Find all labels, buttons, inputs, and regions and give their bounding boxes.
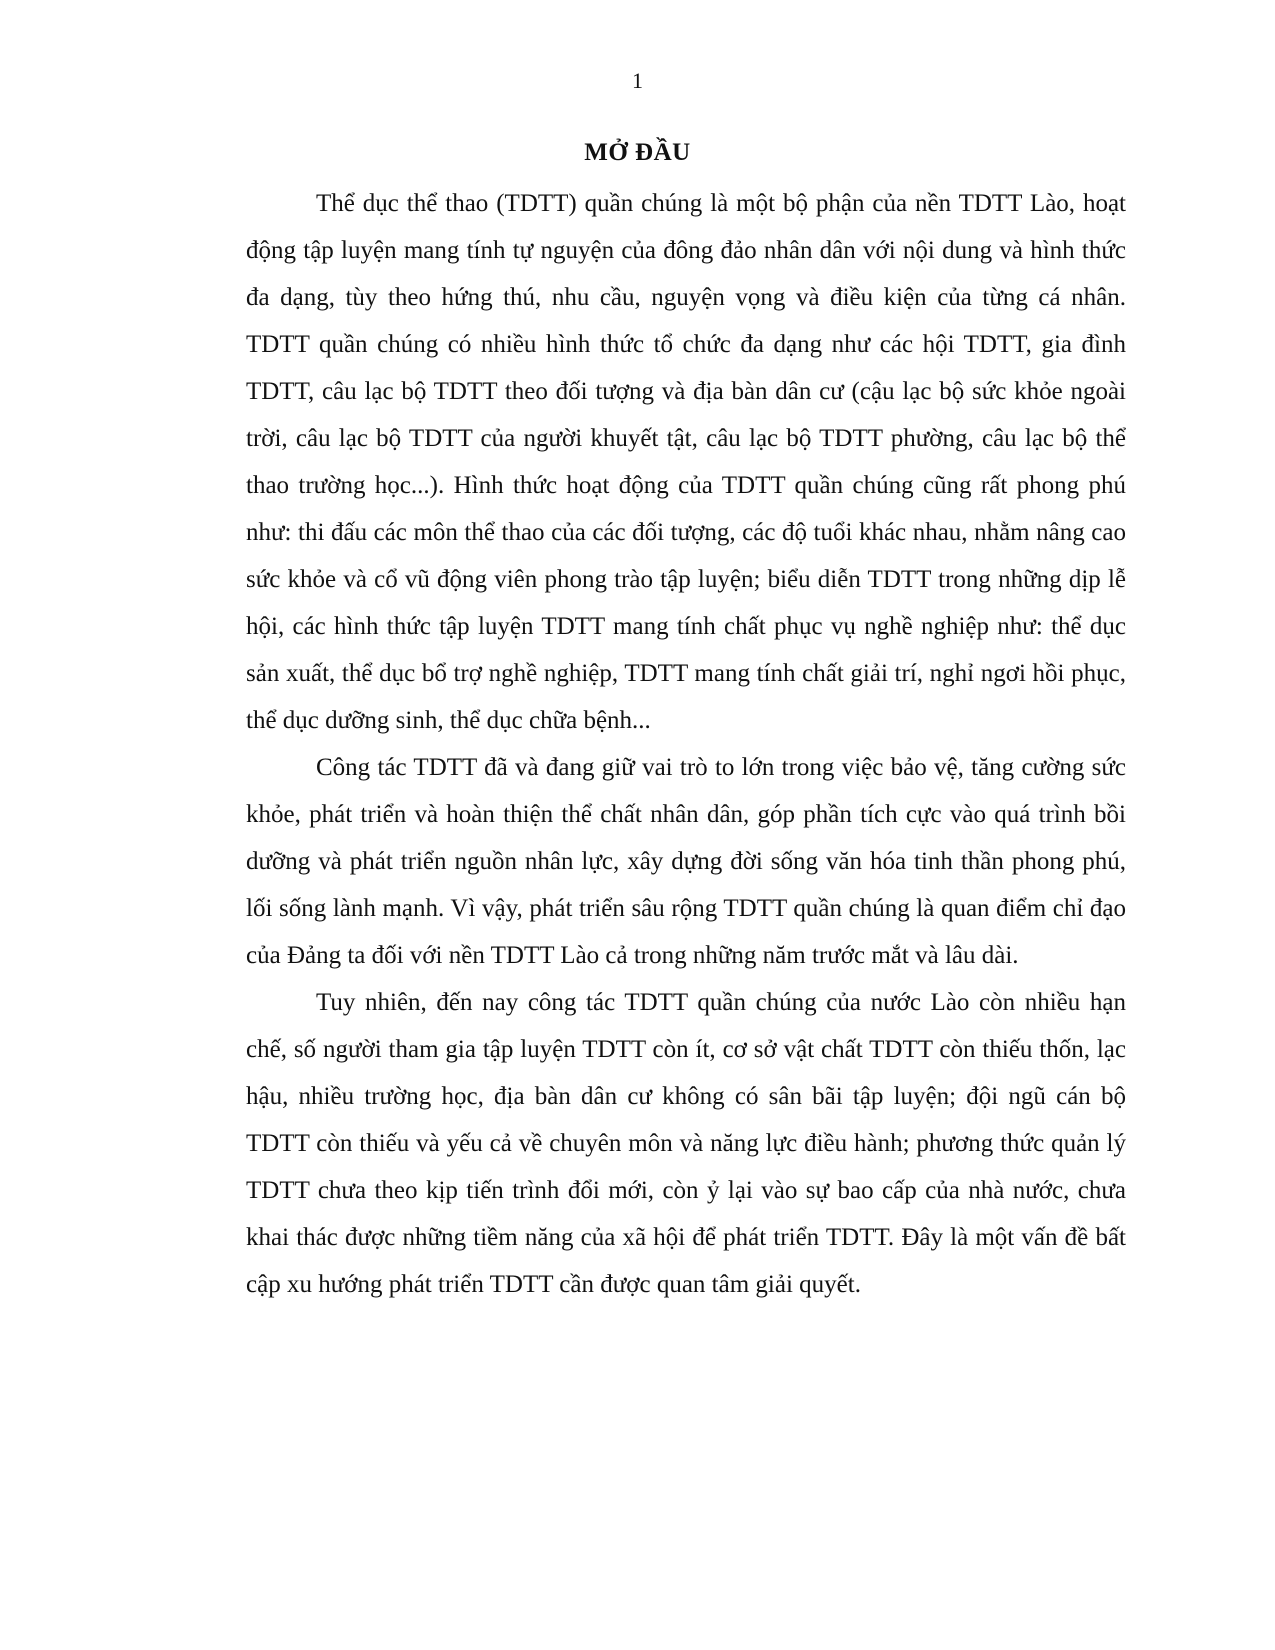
paragraph-1: Thể dục thể thao (TDTT) quần chúng là một bộ phận của nền TDTT Lào, hoạt động tập luyện mang tính tự nguyện của đông đảo nhân dân với nội dung và hình thức đa dạng, tùy theo hứng thú, nhu cầu, nguyện vọng và điều kiện của từng cá nhân. TDTT quần chúng có nhiều hình thức tổ chức đa dạng như các hội TDTT, gia đình TDTT, câu lạc bộ TDTT theo đối tượng và địa bàn dân cư (cậu lạc bộ sức khỏe ngoài trời, câu lạc bộ TDTT của người khuyết tật, câu lạc bộ TDTT phường, câu lạc bộ thể thao trường học...). Hình thức hoạt động của TDTT quần chúng cũng rất phong phú như: thi đấu các môn thể thao của các đối tượng, các độ tuổi khác nhau, nhằm nâng cao sức khỏe và cổ vũ động viên phong trào tập luyện; biểu diễn TDTT trong những dịp lễ hội, các hình thức tập luyện TDTT mang tính chất phục vụ nghề nghiệp như: thể dục sản xuất, thể dục bổ trợ nghề nghiệp, TDTT mang tính chất giải trí, nghỉ ngơi hồi phục, thể dục dưỡng sinh, thể dục chữa bệnh... bbox=[246, 190, 1126, 734]
paragraph-2: Công tác TDTT đã và đang giữ vai trò to lớn trong việc bảo vệ, tăng cường sức khỏe, phát triển và hoàn thiện thể chất nhân dân, góp phần tích cực vào quá trình bồi dưỡng và phát triển nguồn nhân lực, xây dựng đời sống văn hóa tinh thần phong phú, lối sống lành mạnh. Vì vậy, phát triển sâu rộng TDTT quần chúng là quan điểm chỉ đạo của Đảng ta đối với nền TDTT Lào cả trong những năm trước mắt và lâu dài. bbox=[246, 754, 1126, 969]
paragraph-3: Tuy nhiên, đến nay công tác TDTT quần chúng của nước Lào còn nhiều hạn chế, số người tham gia tập luyện TDTT còn ít, cơ sở vật chất TDTT còn thiếu thốn, lạc hậu, nhiều trường học, địa bàn dân cư không có sân bãi tập luyện; đội ngũ cán bộ TDTT còn thiếu và yếu cả về chuyên môn và năng lực điều hành; phương thức quản lý TDTT chưa theo kịp tiến trình đổi mới, còn ỷ lại vào sự bao cấp của nhà nước, chưa khai thác được những tiềm năng của xã hội để phát triển TDTT. Đây là một vấn đề bất cập xu hướng phát triển TDTT cần được quan tâm giải quyết. bbox=[246, 989, 1126, 1298]
body-text bbox=[246, 180, 1126, 1308]
page-number: 1 bbox=[632, 68, 643, 93]
section-heading: MỞ ĐẦU bbox=[584, 139, 691, 166]
